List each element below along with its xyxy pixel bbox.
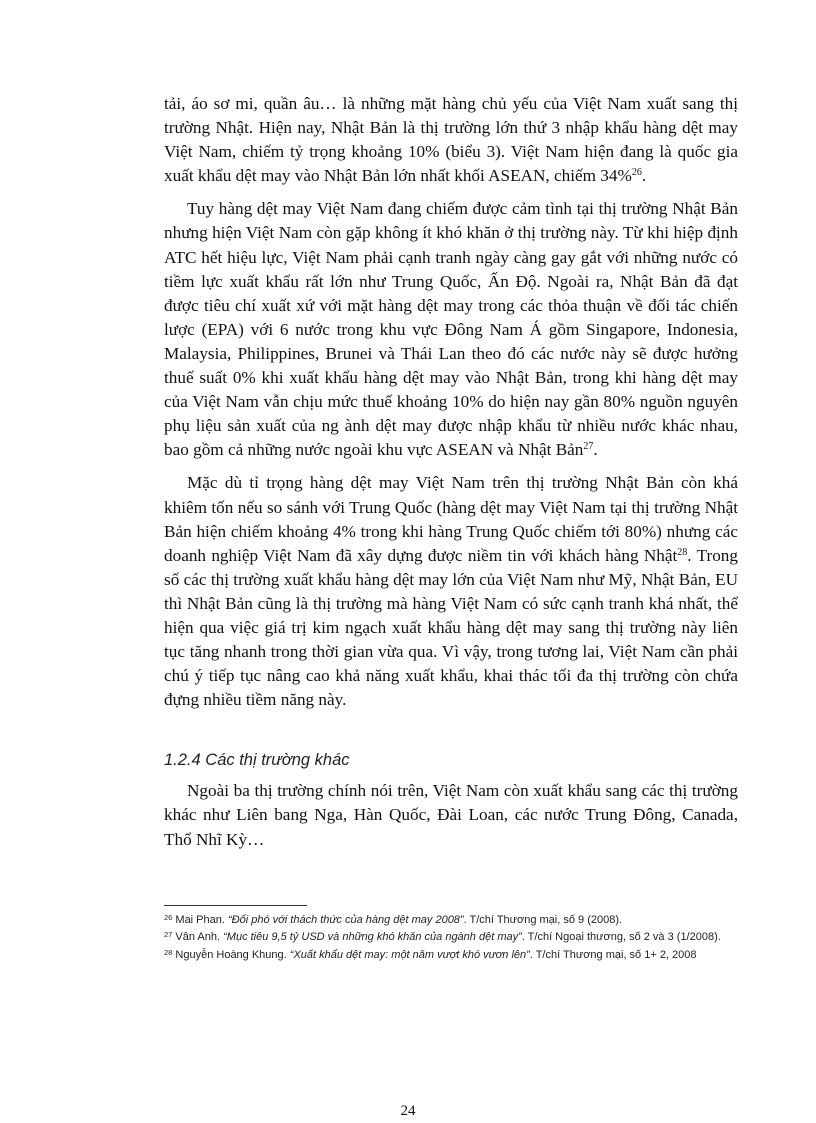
- footnote-ref-27[interactable]: 27: [583, 441, 594, 453]
- paragraph-2: Tuy hàng dệt may Việt Nam đang chiếm được cảm tình tại thị trường Nhật Bản nhưng hiện Việt Nam còn gặp không ít khó khăn ở thị trường này. Từ khi hiệp định ATC hết hiệu lực, Việt Nam phải cạnh tranh ngày càng gay gắt với những nước có tiềm lực xuất khẩu rất lớn như Trung Quốc, Ấn Độ. Ngoài ra, Nhật Bản đã đạt được tiêu chí xuất xứ với mặt hàng dệt may trong các thỏa thuận về đối tác chiến lược (EPA) với 6 nước trong khu vực Đông Nam Á gồm Singapore, Indonesia, Malaysia, Philippines, Brunei và Thái Lan theo đó các nước này sẽ được hưởng thuế suất 0% khi xuất khẩu hàng dệt may vào Nhật Bản, trong khi hàng dệt may của Việt Nam vẫn chịu mức thuế khoảng 10% do hiện nay gần 80% nguồn nguyên phụ liệu sản xuất của ng ành dệt may được nhập khẩu từ nhiều nước khác nhau, bao gồm cả những nước ngoài khu vực ASEAN và Nhật Bản$^{27}$.: [164, 199, 738, 460]
- paragraph-4: Ngoài ba thị trường chính nói trên, Việt Nam còn xuất khẩu sang các thị trường khác như Liên bang Nga, Hàn Quốc, Đài Loan, các nước Trung Đông, Canada, Thổ Nhĩ Kỳ…: [164, 781, 738, 849]
- footnotes: [164, 911, 738, 963]
- paragraph-3: Mặc dù tỉ trọng hàng dệt may Việt Nam trên thị trường Nhật Bản còn khá khiêm tốn nếu so sánh với Trung Quốc (hàng dệt may Việt Nam tại thị trường Nhật Bản hiện chiếm khoảng 4% trong khi hàng Trung Quốc chiếm tới 80%) nhưng các doanh nghiệp Việt Nam đã xây dựng được niềm tin với khách hàng Nhật$^{28}$. Trong số các thị trường xuất khẩu hàng dệt may lớn của Việt Nam như Mỹ, Nhật Bản, EU thì Nhật Bản cũng là thị trường mà hàng Việt Nam có sức cạnh tranh khá nhất, thể hiện qua việc giá trị kim ngạch xuất khẩu hàng dệt may sang thị trường này liên tục tăng nhanh trong thời gian vừa qua. Vì vậy, trong tương lai, Việt Nam cần phải chú ý tiếp tục nâng cao khả năng xuất khẩu, khai thác tối đa thị trường còn chứa đựng nhiều tiềm năng này.: [164, 473, 738, 710]
- paragraph-1: tải, áo sơ mi, quần âu… là những mặt hàng chủ yếu của Việt Nam xuất sang thị trường Nhật. Hiện nay, Nhật Bản là thị trường lớn thứ 3 nhập khẩu hàng dệt may Việt Nam, chiếm tỷ trọng khoảng 10% (biểu 3). Việt Nam hiện đang là quốc gia xuất khẩu dệt may vào Nhật Bản lớn nhất khối ASEAN, chiếm 34%$^{26}$.: [164, 94, 738, 186]
- page-number: 24: [400, 1103, 416, 1119]
- footnote-27: $^{27}$ Vân Anh. “Mục tiêu 9,5 tỷ USD và những khó khăn của ngành dệt may”. T/chí Ngoại thương, số 2 và 3 (1/2008).: [164, 930, 721, 944]
- footnote-ref-28[interactable]: 28: [677, 546, 688, 558]
- main-text: [164, 92, 738, 852]
- footnote-28: $^{28}$ Nguyễn Hoàng Khung. “Xuất khẩu dệt may: một năm vượt khó vươn lên”. T/chí Thương mại, số 1+ 2, 2008: [164, 947, 697, 961]
- section-heading: 1.2.4 Các thị trường khác: [164, 751, 350, 770]
- footnote-separator: [164, 905, 307, 906]
- footnote-ref-26[interactable]: 26: [631, 167, 642, 179]
- footnote-26: $^{26}$ Mai Phan. “Đối phó với thách thức của hàng dệt may 2008”. T/chí Thương mại, số 9 (2008).: [164, 913, 623, 926]
